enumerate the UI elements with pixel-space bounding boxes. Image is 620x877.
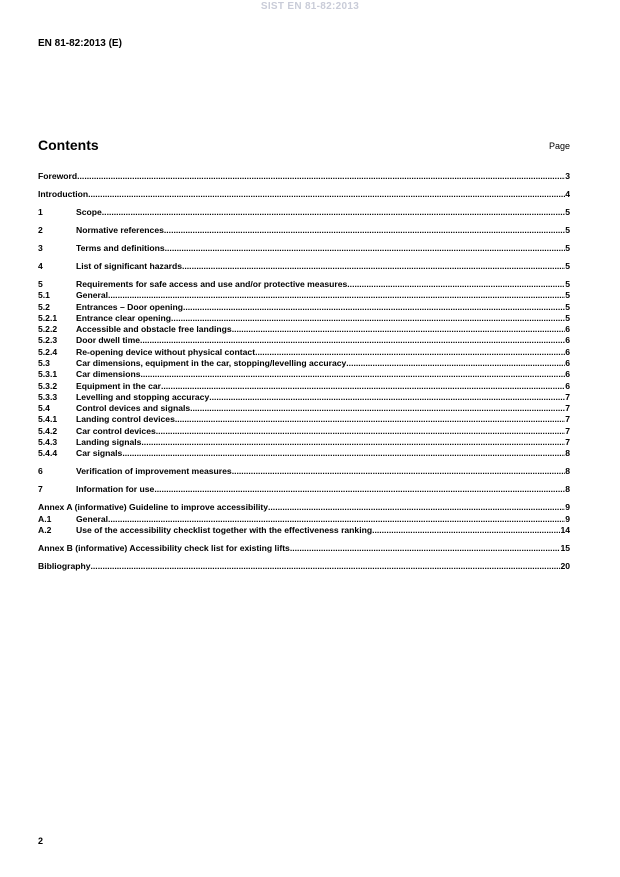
toc-dot-leader <box>108 514 565 525</box>
toc-entry-number: 5.3.1 <box>38 369 58 380</box>
toc-entry-number: 5.2.3 <box>38 335 58 346</box>
toc-entry[interactable] <box>38 448 570 459</box>
toc-entry[interactable] <box>38 514 570 525</box>
toc-dot-leader <box>183 302 565 313</box>
toc-dot-leader <box>140 335 565 346</box>
toc-entry-page: 5 <box>565 260 570 271</box>
toc-dot-leader <box>102 207 565 218</box>
toc-entry-page: 3 <box>565 171 570 181</box>
toc-entry-title: Accessible and obstacle free landings <box>76 324 232 335</box>
toc-entry-number: 4 <box>38 260 43 271</box>
toc-entry-page: 14 <box>560 524 570 535</box>
toc-entry-title: General <box>76 290 109 301</box>
toc-entry[interactable] <box>38 543 570 554</box>
toc-entry-title: Car dimensions <box>76 369 141 380</box>
toc-entry[interactable] <box>38 261 570 272</box>
toc-entry-page: 7 <box>565 425 570 436</box>
toc-entry-title: Equipment in the car <box>76 380 161 391</box>
toc-entry[interactable] <box>38 302 570 313</box>
toc-dot-leader <box>190 403 565 414</box>
toc-entry-title: Use of the accessibility checklist together with the effectiveness ranking <box>76 524 373 535</box>
toc-entry-number: 5.2.2 <box>38 324 58 335</box>
toc-entry-page: 8 <box>565 466 570 477</box>
toc-dot-leader <box>77 171 565 182</box>
toc-entry-page: 8 <box>565 484 570 495</box>
toc-entry-number: 7 <box>38 484 43 495</box>
toc-entry[interactable] <box>38 313 570 324</box>
toc-entry-number: 5.3 <box>38 357 50 368</box>
toc-entry[interactable] <box>38 358 570 369</box>
toc-entry-number: 5.4.4 <box>38 448 58 459</box>
toc-entry-page: 5 <box>565 278 570 289</box>
toc-dot-leader <box>161 381 565 392</box>
toc-dot-leader <box>347 279 565 290</box>
toc-entry-title: Landing signals <box>76 437 142 448</box>
toc-entry-title: Foreword <box>38 171 78 181</box>
toc-entry-page: 5 <box>565 224 570 235</box>
toc-entry[interactable] <box>38 225 570 236</box>
toc-dot-leader <box>268 502 565 513</box>
toc-entry[interactable] <box>38 502 570 513</box>
toc-entry-number: 5.4.1 <box>38 414 58 425</box>
toc-entry-number: 5.4.3 <box>38 437 58 448</box>
toc-entry-page: 20 <box>560 560 570 571</box>
toc-entry[interactable] <box>38 290 570 301</box>
toc-entry[interactable] <box>38 279 570 290</box>
toc-dot-leader <box>372 525 560 536</box>
toc-entry-page: 6 <box>565 324 570 335</box>
toc-dot-leader <box>255 347 565 358</box>
page-column-label: Page <box>548 141 570 151</box>
toc-entry[interactable] <box>38 171 570 182</box>
toc-entry[interactable] <box>38 189 570 200</box>
toc-entry[interactable] <box>38 426 570 437</box>
toc-entry-number: 2 <box>38 224 43 235</box>
toc-entry-number: 5.2.4 <box>38 346 58 357</box>
toc-dot-leader <box>165 243 566 254</box>
toc-entry-title: Landing control devices <box>76 414 175 425</box>
contents-heading: Contents <box>38 137 99 153</box>
toc-dot-leader <box>232 324 566 335</box>
toc-entry-page: 15 <box>560 542 570 553</box>
toc-entry[interactable] <box>38 324 570 335</box>
toc-entry-number: 1 <box>38 206 43 217</box>
watermark: SIST EN 81-82:2013 <box>260 1 360 12</box>
toc-entry[interactable] <box>38 243 570 254</box>
toc-entry-page: 6 <box>565 380 570 391</box>
toc-entry-page: 7 <box>565 437 570 448</box>
toc-entry-number: 5.2.1 <box>38 312 58 323</box>
toc-entry-title: List of significant hazards <box>76 260 183 271</box>
toc-entry-title: Levelling and stopping accuracy <box>76 391 210 402</box>
toc-entry-page: 5 <box>565 206 570 217</box>
toc-entry[interactable] <box>38 561 570 572</box>
toc-entry-title: Car control devices <box>76 425 156 436</box>
toc-dot-leader <box>171 313 565 324</box>
toc-dot-leader <box>108 290 565 301</box>
toc-dot-leader <box>154 484 565 495</box>
toc-entry-page: 9 <box>565 502 570 513</box>
toc-dot-leader <box>156 426 565 437</box>
toc-entry[interactable] <box>38 525 570 536</box>
toc-entry-title: Re-opening device without physical contact <box>76 346 256 357</box>
toc-entry-title: Verification of improvement measures <box>76 466 232 477</box>
toc-dot-leader <box>209 392 565 403</box>
toc-entry-title: Annex B (informative) Accessibility check list for existing lifts <box>38 542 290 553</box>
toc-entry-page: 7 <box>565 403 570 414</box>
toc-entry[interactable] <box>38 369 570 380</box>
toc-entry[interactable] <box>38 484 570 495</box>
toc-entry-number: A.2 <box>38 524 52 535</box>
toc-dot-leader <box>175 414 565 425</box>
toc-entry-page: 4 <box>565 188 570 199</box>
toc-entry-page: 6 <box>565 335 570 346</box>
toc-entry-title: General <box>76 513 109 524</box>
toc-entry-number: 3 <box>38 242 43 253</box>
toc-dot-leader <box>290 543 561 554</box>
toc-entry-title: Requirements for safe access and use and/or protective measures <box>76 278 348 289</box>
toc-entry-page: 5 <box>565 312 570 323</box>
document-id: EN 81-82:2013 (E) <box>38 38 122 49</box>
toc-dot-leader <box>141 437 565 448</box>
toc-entry-page: 9 <box>565 513 570 524</box>
toc-entry-title: Car signals <box>76 448 123 459</box>
toc-dot-leader <box>91 561 561 572</box>
toc-entry[interactable] <box>38 347 570 358</box>
toc-entry-number: A.1 <box>38 513 52 524</box>
toc-entry-title: Control devices and signals <box>76 403 191 414</box>
toc-entry-title: Scope <box>76 206 102 217</box>
toc-entry-number: 5.3.3 <box>38 391 58 402</box>
toc-entry-title: Introduction <box>38 188 89 199</box>
toc-entry-number: 5 <box>38 278 43 289</box>
toc-entry-page: 7 <box>565 391 570 402</box>
toc-entry-page: 5 <box>565 242 570 253</box>
toc-dot-leader <box>140 369 565 380</box>
toc-entry-page: 6 <box>565 369 570 380</box>
toc-entry-number: 5.4 <box>38 403 50 414</box>
toc-entry-title: Information for use <box>76 484 155 495</box>
toc-entry-number: 5.1 <box>38 290 50 301</box>
toc-entry-title: Entrance clear opening <box>76 312 172 323</box>
toc-entry-title: Entrances – Door opening <box>76 301 183 312</box>
toc-entry-title: Normative references <box>76 224 164 235</box>
toc-dot-leader <box>164 225 565 236</box>
toc-entry-title: Car dimensions, equipment in the car, stopping/levelling accuracy <box>76 357 347 368</box>
toc-entry-title: Door dwell time <box>76 335 140 346</box>
toc-entry-number: 5.4.2 <box>38 425 58 436</box>
toc-entry-number: 5.3.2 <box>38 380 58 391</box>
toc-entry[interactable] <box>38 403 570 414</box>
toc-entry[interactable] <box>38 207 570 218</box>
toc-entry-page: 6 <box>565 357 570 368</box>
table-of-contents <box>38 171 570 572</box>
toc-dot-leader <box>88 189 565 200</box>
toc-entry-title: Annex A (informative) Guideline to improve accessibility <box>38 502 269 513</box>
toc-entry-page: 6 <box>565 346 570 357</box>
toc-dot-leader <box>232 466 566 477</box>
toc-dot-leader <box>122 448 565 459</box>
footer-page-number: 2 <box>38 836 44 846</box>
toc-entry[interactable] <box>38 335 570 346</box>
toc-entry[interactable] <box>38 381 570 392</box>
toc-entry-page: 8 <box>565 448 570 459</box>
toc-dot-leader <box>346 358 565 369</box>
toc-entry[interactable] <box>38 437 570 448</box>
toc-entry-title: Bibliography <box>38 560 91 571</box>
toc-entry-page: 7 <box>565 414 570 425</box>
toc-entry-page: 5 <box>565 290 570 301</box>
toc-entry-number: 5.2 <box>38 301 50 312</box>
toc-entry[interactable] <box>38 466 570 477</box>
toc-entry-page: 5 <box>565 301 570 312</box>
toc-entry[interactable] <box>38 414 570 425</box>
toc-entry[interactable] <box>38 392 570 403</box>
toc-dot-leader <box>182 261 565 272</box>
toc-entry-number: 6 <box>38 466 43 477</box>
toc-entry-title: Terms and definitions <box>76 242 165 253</box>
